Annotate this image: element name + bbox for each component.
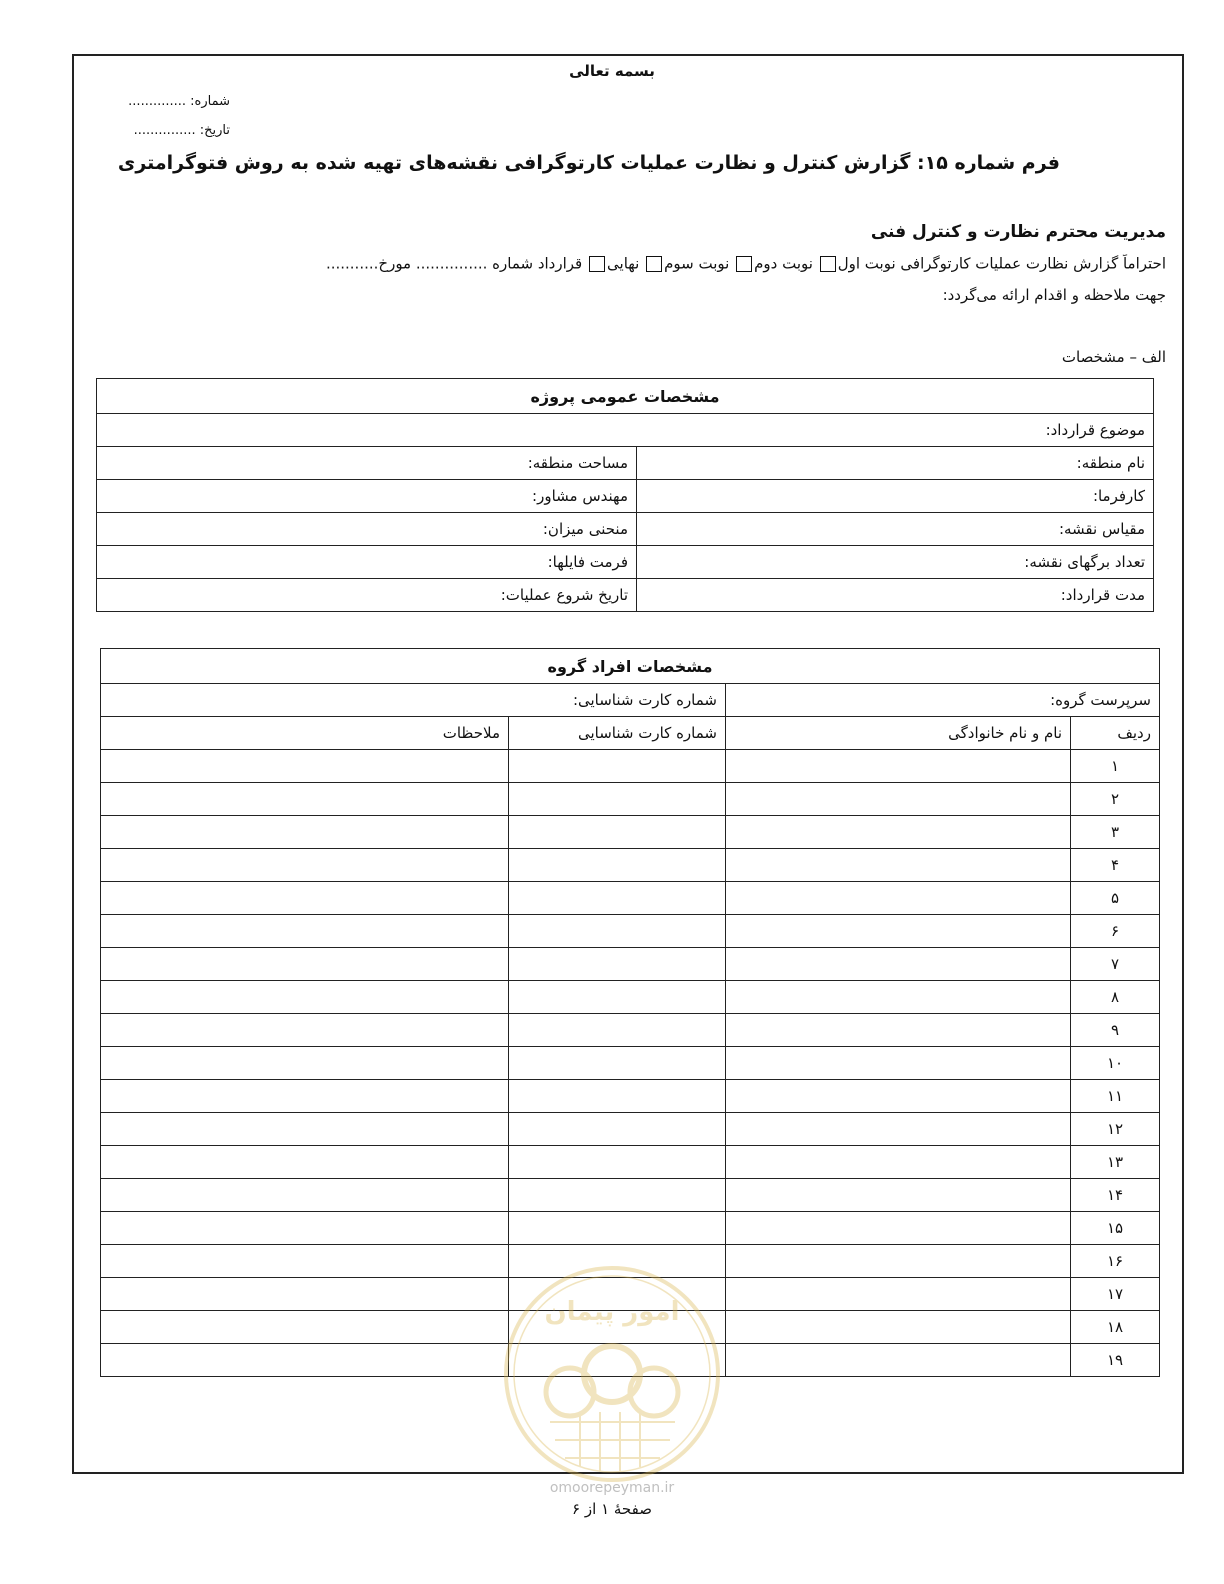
id-card-cell[interactable]: [509, 750, 726, 783]
notes-cell[interactable]: [101, 1179, 509, 1212]
row-number: ۱: [1071, 750, 1160, 783]
table-row: [101, 750, 1160, 783]
row-number: ۱۶: [1071, 1245, 1160, 1278]
checkbox-first-round[interactable]: [820, 256, 836, 272]
intro-line-2: جهت ملاحظه و اقدام ارائه می‌گردد:: [942, 286, 1166, 304]
project-specs-heading: مشخصات عمومی پروژه: [97, 379, 1154, 414]
table-row: [101, 948, 1160, 981]
notes-cell[interactable]: [101, 948, 509, 981]
intro-line: [76, 254, 1166, 273]
table-row: [101, 1080, 1160, 1113]
name-cell[interactable]: [726, 948, 1071, 981]
table-row: [101, 1179, 1160, 1212]
row-number: ۱۵: [1071, 1212, 1160, 1245]
notes-cell[interactable]: [101, 1311, 509, 1344]
name-cell[interactable]: [726, 783, 1071, 816]
contract-subject-field[interactable]: موضوع قرارداد:: [97, 414, 1154, 447]
id-card-cell[interactable]: [509, 1113, 726, 1146]
start-date-field[interactable]: تاریخ شروع عملیات:: [97, 579, 637, 612]
map-scale-field[interactable]: مقیاس نقشه:: [637, 513, 1154, 546]
checkbox-second-round[interactable]: [736, 256, 752, 272]
notes-cell[interactable]: [101, 816, 509, 849]
name-cell[interactable]: [726, 1212, 1071, 1245]
notes-cell[interactable]: [101, 1146, 509, 1179]
sheet-count-field[interactable]: تعداد برگهای نقشه:: [637, 546, 1154, 579]
notes-cell[interactable]: [101, 750, 509, 783]
row-number: ۸: [1071, 981, 1160, 1014]
row-number: ۹: [1071, 1014, 1160, 1047]
notes-cell[interactable]: [101, 1014, 509, 1047]
column-header-notes: ملاحظات: [101, 717, 509, 750]
id-card-cell[interactable]: [509, 783, 726, 816]
region-name-field[interactable]: نام منطقه:: [637, 447, 1154, 480]
id-card-cell[interactable]: [509, 1146, 726, 1179]
name-cell[interactable]: [726, 750, 1071, 783]
name-cell[interactable]: [726, 1311, 1071, 1344]
table-row: [101, 816, 1160, 849]
option-third-label: نوبت سوم: [664, 254, 730, 273]
row-number: ۲: [1071, 783, 1160, 816]
region-area-field[interactable]: مساحت منطقه:: [97, 447, 637, 480]
page-number: صفحهٔ ۱ از ۶: [572, 1500, 652, 1518]
option-second-label: نوبت دوم: [754, 254, 813, 273]
consultant-field[interactable]: مهندس مشاور:: [97, 480, 637, 513]
row-number: ۷: [1071, 948, 1160, 981]
id-card-cell[interactable]: [509, 1047, 726, 1080]
checkbox-third-round[interactable]: [646, 256, 662, 272]
contract-number-field[interactable]: قرارداد شماره ............... مورخ...........: [325, 254, 583, 273]
supervisor-id-field[interactable]: شماره کارت شناسایی:: [101, 684, 726, 717]
watermark-url: omoorepeyman.ir: [549, 1480, 675, 1496]
name-cell[interactable]: [726, 1344, 1071, 1377]
name-cell[interactable]: [726, 1047, 1071, 1080]
notes-cell[interactable]: [101, 1212, 509, 1245]
table-row: [101, 1047, 1160, 1080]
name-cell[interactable]: [726, 1245, 1071, 1278]
watermark-logo: [500, 1262, 725, 1487]
row-number: ۱۷: [1071, 1278, 1160, 1311]
id-card-cell[interactable]: [509, 1014, 726, 1047]
name-cell[interactable]: [726, 1014, 1071, 1047]
name-cell[interactable]: [726, 849, 1071, 882]
option-first-label: نوبت اول: [837, 254, 896, 273]
row-number: ۱۳: [1071, 1146, 1160, 1179]
name-cell[interactable]: [726, 915, 1071, 948]
team-heading: مشخصات افراد گروه: [101, 649, 1160, 684]
notes-cell[interactable]: [101, 981, 509, 1014]
table-row: [101, 1113, 1160, 1146]
notes-cell[interactable]: [101, 1278, 509, 1311]
column-header-name: نام و نام خانوادگی: [726, 717, 1071, 750]
file-format-field[interactable]: فرمت فایلها:: [97, 546, 637, 579]
contour-interval-field[interactable]: منحنی میزان:: [97, 513, 637, 546]
notes-cell[interactable]: [101, 1344, 509, 1377]
employer-field[interactable]: کارفرما:: [637, 480, 1154, 513]
row-number: ۴: [1071, 849, 1160, 882]
name-cell[interactable]: [726, 1179, 1071, 1212]
contract-duration-field[interactable]: مدت قرارداد:: [637, 579, 1154, 612]
table-row: [101, 882, 1160, 915]
table-row: [101, 981, 1160, 1014]
option-final-label: نهایی: [607, 254, 640, 273]
column-header-id: شماره کارت شناسایی: [509, 717, 726, 750]
id-card-cell[interactable]: [509, 1080, 726, 1113]
notes-cell[interactable]: [101, 1047, 509, 1080]
notes-cell[interactable]: [101, 1245, 509, 1278]
id-card-cell[interactable]: [509, 1212, 726, 1245]
id-card-cell[interactable]: [509, 882, 726, 915]
date-field: تاریخ: ...............: [133, 123, 230, 138]
table-row: [101, 915, 1160, 948]
row-number: ۵: [1071, 882, 1160, 915]
name-cell[interactable]: [726, 816, 1071, 849]
intro-prefix: احتراماً گزارش نظارت عملیات کارتوگرافی: [900, 254, 1166, 273]
row-number: ۱۲: [1071, 1113, 1160, 1146]
name-cell[interactable]: [726, 1113, 1071, 1146]
row-number: ۱۴: [1071, 1179, 1160, 1212]
notes-cell[interactable]: [101, 1080, 509, 1113]
number-field: شماره: ..............: [128, 94, 230, 109]
notes-cell[interactable]: [101, 1113, 509, 1146]
form-title: فرم شماره ۱۵: گزارش کنترل و نظارت عملیات کارتوگرافی نقشه‌های تهیه شده به روش فتوگرامتری: [117, 152, 1060, 174]
notes-cell[interactable]: [101, 915, 509, 948]
notes-cell[interactable]: [101, 783, 509, 816]
table-row: [101, 783, 1160, 816]
id-card-cell[interactable]: [509, 981, 726, 1014]
supervisor-field[interactable]: سرپرست گروه:: [726, 684, 1160, 717]
id-card-cell[interactable]: [509, 816, 726, 849]
row-number: ۶: [1071, 915, 1160, 948]
notes-cell[interactable]: [101, 849, 509, 882]
name-cell[interactable]: [726, 1278, 1071, 1311]
row-number: ۱۱: [1071, 1080, 1160, 1113]
name-cell[interactable]: [726, 882, 1071, 915]
id-card-cell[interactable]: [509, 849, 726, 882]
row-number: ۱۹: [1071, 1344, 1160, 1377]
column-header-row: ردیف: [1071, 717, 1160, 750]
id-card-cell[interactable]: [509, 1179, 726, 1212]
table-row: [101, 1212, 1160, 1245]
notes-cell[interactable]: [101, 882, 509, 915]
section-heading-a: الف – مشخصات: [1061, 348, 1166, 366]
bismillah: بسمه تعالی: [569, 62, 655, 80]
project-specs-table: [96, 378, 1154, 612]
name-cell[interactable]: [726, 1146, 1071, 1179]
checkbox-final[interactable]: [589, 256, 605, 272]
id-card-cell[interactable]: [509, 915, 726, 948]
watermark-text: امور پیمان: [544, 1297, 680, 1327]
table-row: [101, 1146, 1160, 1179]
table-row: [101, 849, 1160, 882]
id-card-cell[interactable]: [509, 948, 726, 981]
name-cell[interactable]: [726, 1080, 1071, 1113]
table-row: [101, 1014, 1160, 1047]
row-number: ۳: [1071, 816, 1160, 849]
name-cell[interactable]: [726, 981, 1071, 1014]
row-number: ۱۸: [1071, 1311, 1160, 1344]
address-line: مدیریت محترم نظارت و کنترل فنی: [870, 222, 1166, 242]
row-number: ۱۰: [1071, 1047, 1160, 1080]
